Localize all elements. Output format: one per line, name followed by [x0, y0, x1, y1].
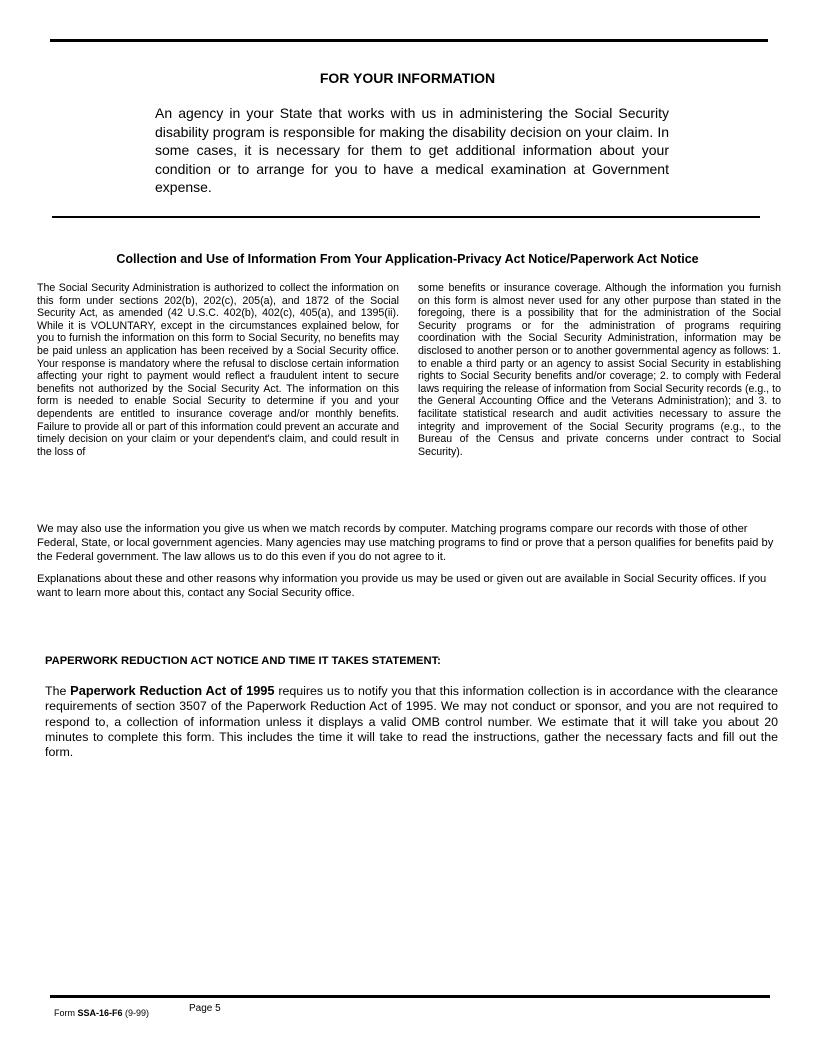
matching-programs-paragraph: We may also use the information you give us when we match records by computer. Matching programs compare our records with those of other Federal, State, or local government agencies. Many agencies may use matching programs to find or prove that a person qualifies for benefits paid by the Federal government. The law allows us to do this even if you do not agree to it.	[37, 523, 774, 563]
bottom-divider	[50, 995, 770, 998]
middle-divider	[52, 216, 760, 218]
paperwork-body-prefix: The	[45, 684, 71, 698]
privacy-notice-heading: Collection and Use of Information From Your Application-Privacy Act Notice/Paperwork Act Notice	[116, 252, 699, 266]
paperwork-body-text: requires us to notify you that this information collection is in accordance with the clearance requirements of section 3507 of the Paperwork Reduction Act of 1995. We may not conduct or sponsor, and you are not required to respond to, a collection of information unless it displays a valid OMB control number. We estimate that it will take you about 20 minutes to complete this form. This includes the time it will take to read the instructions, gather the necessary facts and fill out the form.	[45, 684, 778, 760]
paperwork-act-name: Paperwork Reduction Act of 1995	[70, 683, 275, 698]
top-divider	[50, 39, 768, 42]
fyi-body: An agency in your State that works with us in administering the Social Security disability program is responsible for making the disability decision on your claim. In some cases, it is necessary for them to get additional information about your condition or to arrange for you to have a medical examination at Government expense.	[155, 105, 669, 195]
form-prefix: Form	[54, 1008, 78, 1018]
page-number: Page 5	[189, 1003, 221, 1014]
explanations-paragraph: Explanations about these and other reasons why information you provide us may be used or given out are available in Social Security offices. If you want to learn more about this, contact any Social Security office.	[37, 573, 767, 599]
privacy-right-column: some benefits or insurance coverage. Although the information you furnish on this form is almost never used for any other purpose than stated in the foregoing, there is a possibility that for the administration of the Social Security programs or for the administration of programs requiring coordination with the Social Security Administration, information may be disclosed to another person or to another governmental agency as follows: 1. to enable a third party or an agency to assist Social Security in establishing rights to Social Security benefits and/or coverage; 2. to comply with Federal laws requiring the release of information from Social Security records (e.g., to the General Accounting Office and the Veterans Administration); and 3. to facilitate statistical research and audit activities necessary to assure the integrity and improvement of the Social Security programs (e.g., to the Bureau of the Census and private concerns under contract to Social Security).	[418, 282, 781, 458]
privacy-left-column: The Social Security Administration is authorized to collect the information on this form under sections 202(b), 202(c), 205(a), and 1872 of the Social Security Act, as amended (42 U.S.C. 402(b), 402(c), 405(a), and 1395(ii). While it is VOLUNTARY, except in the circumstances explained below, for you to furnish the information on this form to Social Security, no benefits may be paid unless an application has been received by a Social Security office. Your response is mandatory where the refusal to disclose certain information affecting your right to payment would reflect a fraudulent intent to secure benefits not authorized by the Social Security Act. The information on this form is needed to enable Social Security to determine if you and your dependents are entitled to insurance coverage and/or monthly benefits. Failure to provide all or part of this information could prevent an accurate and timely decision on your claim or your dependent's claim, and could result in the loss of	[37, 282, 399, 458]
form-number: SSA-16-F6	[77, 1008, 123, 1018]
form-identifier	[54, 1008, 149, 1018]
paperwork-notice-heading: PAPERWORK REDUCTION ACT NOTICE AND TIME IT TAKES STATEMENT:	[45, 655, 441, 667]
form-date: (9-99)	[122, 1008, 150, 1018]
fyi-title: FOR YOUR INFORMATION	[319, 70, 496, 86]
paperwork-notice-body	[45, 683, 778, 760]
